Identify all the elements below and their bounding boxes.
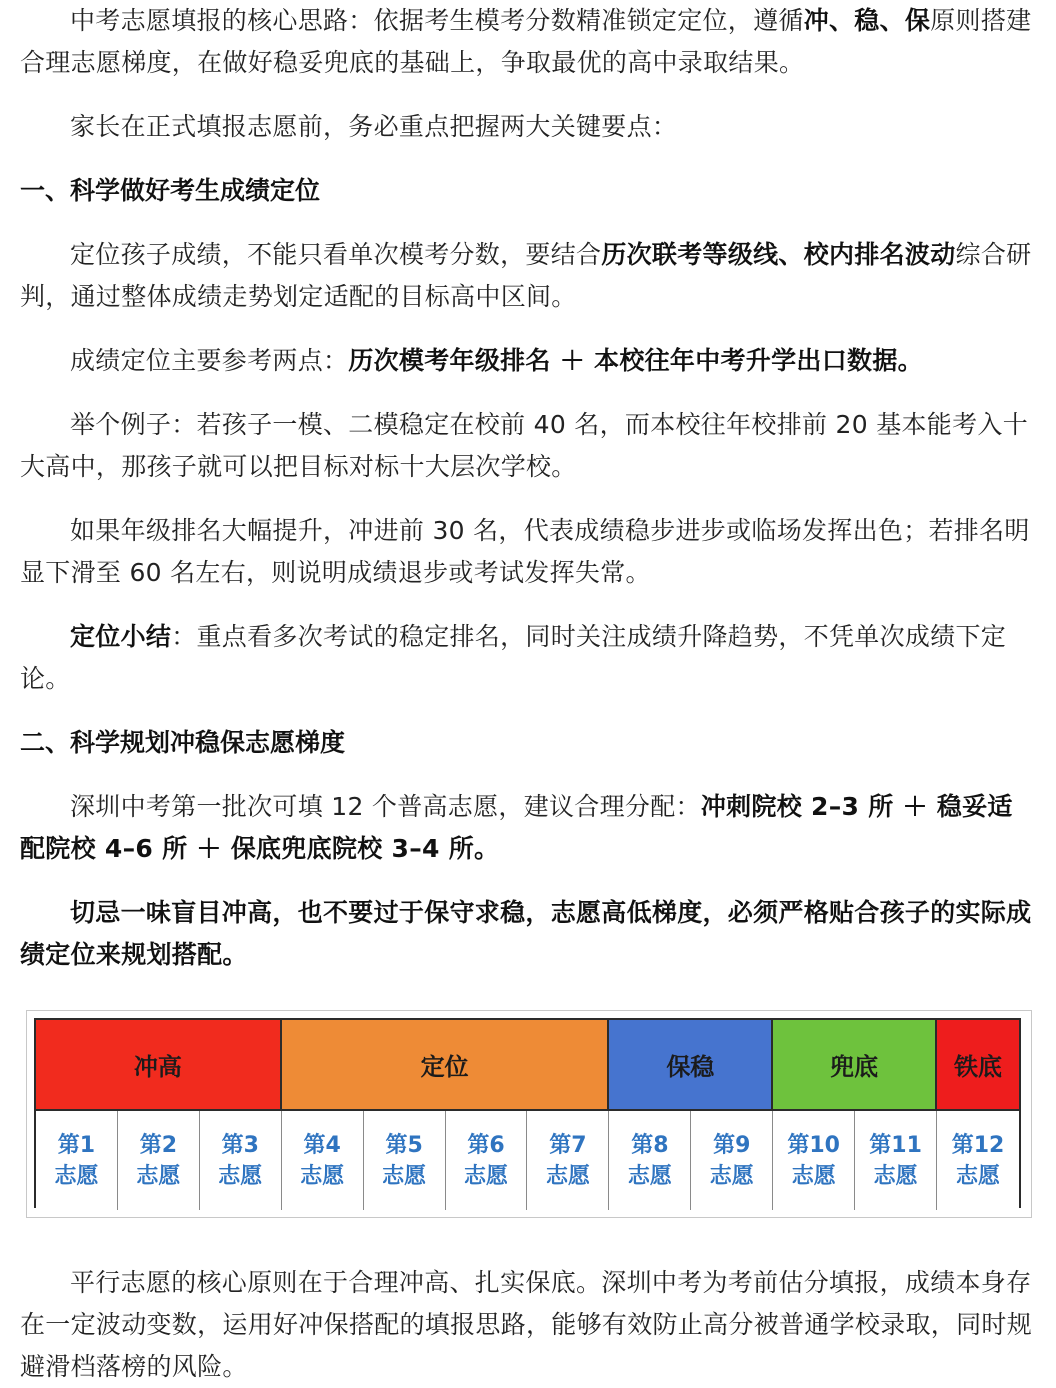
section1-p2-text: 成绩定位主要参考两点： bbox=[70, 346, 349, 375]
section1-paragraph-3: 举个例子：若孩子一模、二模稳定在校前 40 名，而本校往年校排前 20 基本能考入十大高中，那孩子就可以把目标对标十大层次学校。 bbox=[20, 410, 1029, 481]
section-heading-1: 一、科学做好考生成绩定位 bbox=[20, 176, 321, 205]
choice-number: 第8 bbox=[631, 1132, 669, 1158]
band-header: 兜底 bbox=[773, 1020, 937, 1111]
choice-label: 志愿 bbox=[545, 1163, 590, 1189]
choice-label: 志愿 bbox=[791, 1163, 836, 1189]
choice-label: 志愿 bbox=[382, 1163, 427, 1189]
intro-paragraph-2: 家长在正式填报志愿前，务必重点把握两大关键要点： bbox=[70, 112, 678, 141]
intro-paragraph bbox=[20, 0, 1036, 84]
choice-label: 志愿 bbox=[464, 1163, 509, 1189]
choice-label: 志愿 bbox=[873, 1163, 918, 1189]
choice-gradient-table bbox=[26, 1010, 1032, 1218]
choice-grid bbox=[34, 1018, 1021, 1208]
section2-text: 深圳中考第一批次可填 12 个普高志愿，建议合理分配： bbox=[70, 792, 701, 821]
article-body bbox=[20, 0, 1036, 976]
choice-number: 第1 bbox=[57, 1132, 96, 1158]
choice-cell bbox=[200, 1111, 282, 1210]
section1-emphasis: 历次联考等级线、校内排名波动 bbox=[601, 240, 956, 269]
choice-number: 第10 bbox=[787, 1132, 840, 1158]
section2-warning: 切忌一味盲目冲高，也不要过于保守求稳，志愿高低梯度，必须严格贴合孩子的实际成绩定位来规划搭配。 bbox=[20, 898, 1032, 969]
section1-summary bbox=[20, 616, 1036, 700]
section1-p2-emphasis: 历次模考年级排名 ＋ 本校往年中考升学出口数据。 bbox=[348, 346, 923, 375]
choice-label: 志愿 bbox=[709, 1163, 754, 1189]
choice-cell bbox=[691, 1111, 773, 1210]
choice-number: 第9 bbox=[713, 1132, 751, 1158]
choice-number: 第4 bbox=[303, 1132, 341, 1158]
band-header: 铁底 bbox=[937, 1020, 1019, 1111]
intro-text-end: 原则搭建合理志愿梯度，在做好稳妥兜底的基础上，争取最优的高中录取结果。 bbox=[20, 6, 1032, 77]
section1-paragraph-1 bbox=[20, 234, 1036, 318]
choice-label: 志愿 bbox=[136, 1163, 181, 1189]
choice-label: 志愿 bbox=[54, 1163, 99, 1189]
choice-cell bbox=[855, 1111, 937, 1210]
choice-cell bbox=[364, 1111, 446, 1210]
section1-text: 定位孩子成绩，不能只看单次模考分数，要结合 bbox=[70, 240, 602, 269]
summary-label: 定位小结 bbox=[70, 622, 172, 651]
choice-label: 志愿 bbox=[218, 1163, 263, 1189]
choice-label: 志愿 bbox=[956, 1163, 1001, 1189]
choice-cell bbox=[118, 1111, 200, 1210]
choice-number: 第5 bbox=[385, 1132, 423, 1158]
choice-cell bbox=[36, 1111, 118, 1210]
band-header: 定位 bbox=[282, 1020, 610, 1111]
choice-number: 第11 bbox=[869, 1132, 922, 1158]
section1-paragraph-4: 如果年级排名大幅提升，冲进前 30 名，代表成绩稳步进步或临场发挥出色；若排名明显下滑至 60 名左右，则说明成绩退步或考试发挥失常。 bbox=[20, 516, 1030, 587]
section1-text-end: 综合研判，通过整体成绩走势划定适配的目标高中区间。 bbox=[20, 240, 1032, 311]
choice-cell bbox=[773, 1111, 855, 1210]
choice-label: 志愿 bbox=[627, 1163, 672, 1189]
choice-number: 第7 bbox=[549, 1132, 587, 1158]
intro-text: 中考志愿填报的核心思路：依据考生模考分数精准锁定定位，遵循 bbox=[70, 6, 804, 35]
choice-cell bbox=[609, 1111, 691, 1210]
summary-text: ：重点看多次考试的稳定排名，同时关注成绩升降趋势，不凭单次成绩下定论。 bbox=[20, 622, 1007, 693]
choice-cell bbox=[446, 1111, 528, 1210]
section1-paragraph-2 bbox=[20, 340, 1036, 382]
choice-number: 第2 bbox=[139, 1132, 178, 1158]
choice-number: 第6 bbox=[467, 1132, 505, 1158]
closing-paragraph: 平行志愿的核心原则在于合理冲高、扎实保底。深圳中考为考前估分填报，成绩本身存在一定波动变数，运用好冲保搭配的填报思路，能够有效防止高分被普通学校录取，同时规避滑档落榜的风险。 bbox=[20, 1268, 1033, 1381]
section2-emphasis: 冲刺院校 2–3 所 ＋ 稳妥适配院校 4–6 所 ＋ 保底兜底院校 3–4 所。 bbox=[20, 792, 1013, 863]
band-header: 冲高 bbox=[36, 1020, 282, 1111]
choice-cell bbox=[282, 1111, 364, 1210]
intro-emphasis: 冲、稳、保 bbox=[803, 6, 931, 35]
choice-label: 志愿 bbox=[300, 1163, 345, 1189]
section-heading-2: 二、科学规划冲稳保志愿梯度 bbox=[20, 728, 346, 757]
section2-paragraph-1 bbox=[20, 786, 1036, 870]
closing-section bbox=[20, 1262, 1036, 1388]
choice-cell bbox=[527, 1111, 609, 1210]
choice-number: 第3 bbox=[221, 1132, 259, 1158]
choice-cell bbox=[937, 1111, 1019, 1210]
band-header: 保稳 bbox=[609, 1020, 773, 1111]
choice-number: 第12 bbox=[951, 1132, 1005, 1158]
